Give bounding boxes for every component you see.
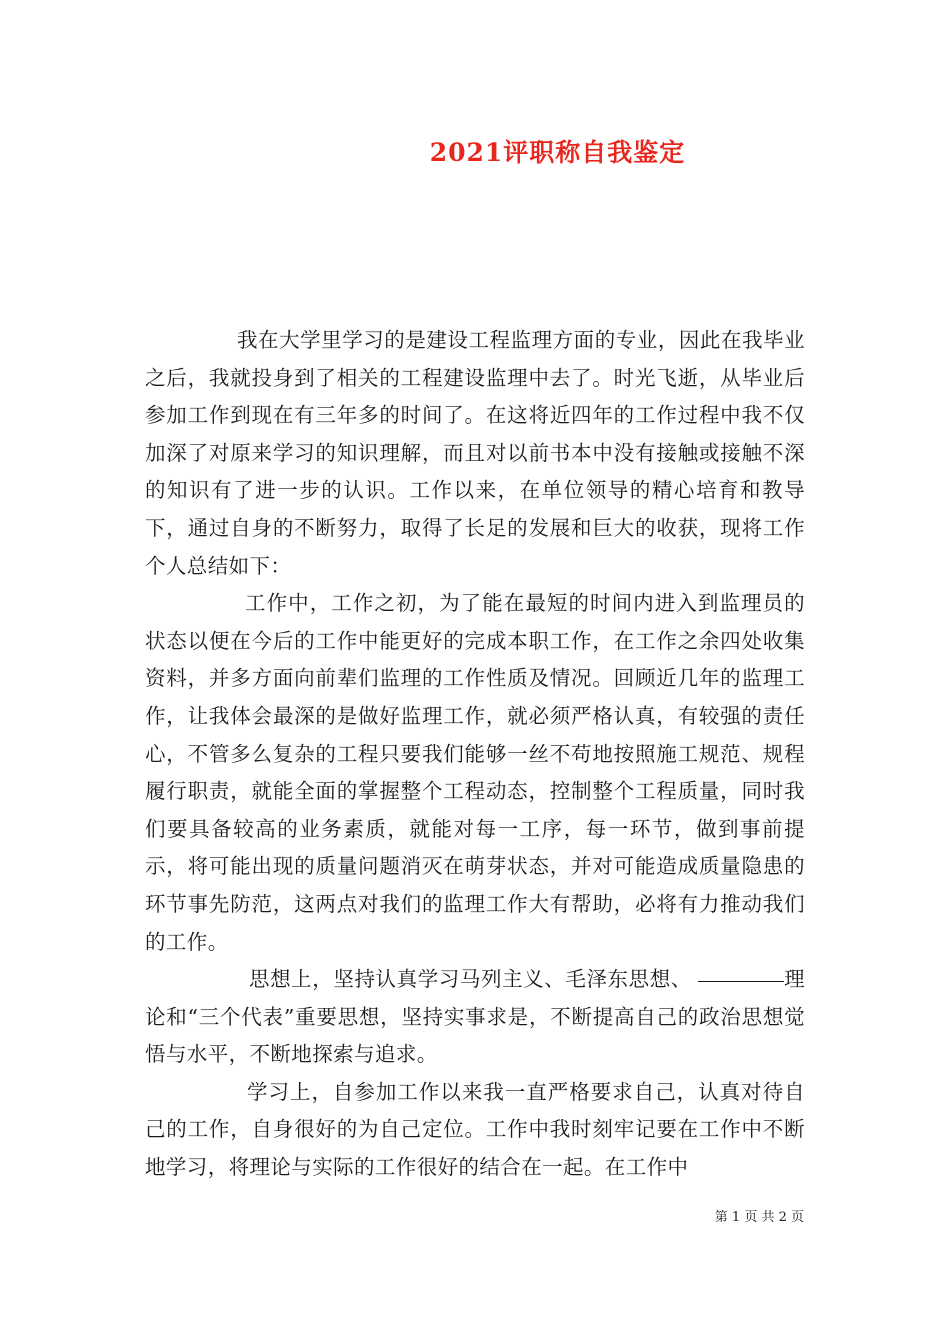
paragraph-study: 学习上，自参加工作以来我一直严格要求自己，认真对待自己的工作，自身很好的为自己定位。工作中我时刻牢记要在工作中不断地学习，将理论与实际的工作很好的结合在一起。在工作中 [145,1079,805,1180]
paragraph-thought [145,961,805,1074]
paragraph-intro: 我在大学里学习的是建设工程监理方面的专业，因此在我毕业之后，我就投身到了相关的工程建设监理中去了。时光飞逝，从毕业后参加工作到现在有三年多的时间了。在这将近四年的工作过程中我不仅加深了对原来学习的知识理解，而且对以前书本中没有接触或接触不深的知识有了进一步的认识。工作以来，在单位领导的精心培育和教导下，通过自身的不断努力，取得了长足的发展和巨大的收获，现将工作个人总结如下： [145,328,805,578]
page-number: 第 1 页 共 2 页 [714,1210,804,1225]
paragraph-thought-part1: 思想上，坚持认真学习马列主义、毛泽东思想、 [249,967,692,992]
document-body [145,322,805,1187]
document-title: 2021评职称自我鉴定 [429,138,686,167]
fill-in-blank [698,980,784,982]
paragraph-thought-part2: 理论和“三个代表”重要思想，坚持实事求是，不断提高自己的政治思想觉悟与水平，不断地探索与追求。 [145,967,805,1067]
paragraph-work: 工作中，工作之初，为了能在最短的时间内进入到监理员的状态以便在今后的工作中能更好的完成本职工作，在工作之余四处收集资料，并多方面向前辈们监理的工作性质及情况。回顾近几年的监理工作，让我体会最深的是做好监理工作，就必须严格认真，有较强的责任心，不管多么复杂的工程只要我们能够一丝不苟地按照施工规范、规程履行职责，就能全面的掌握整个工程动态，控制整个工程质量，同时我们要具备较高的业务素质，就能对每一工序，每一环节，做到事前提示，将可能出现的质量问题消灭在萌芽状态，并对可能造成质量隐患的环节事先防范，这两点对我们的监理工作大有帮助，必将有力推动我们的工作。 [145,591,805,954]
